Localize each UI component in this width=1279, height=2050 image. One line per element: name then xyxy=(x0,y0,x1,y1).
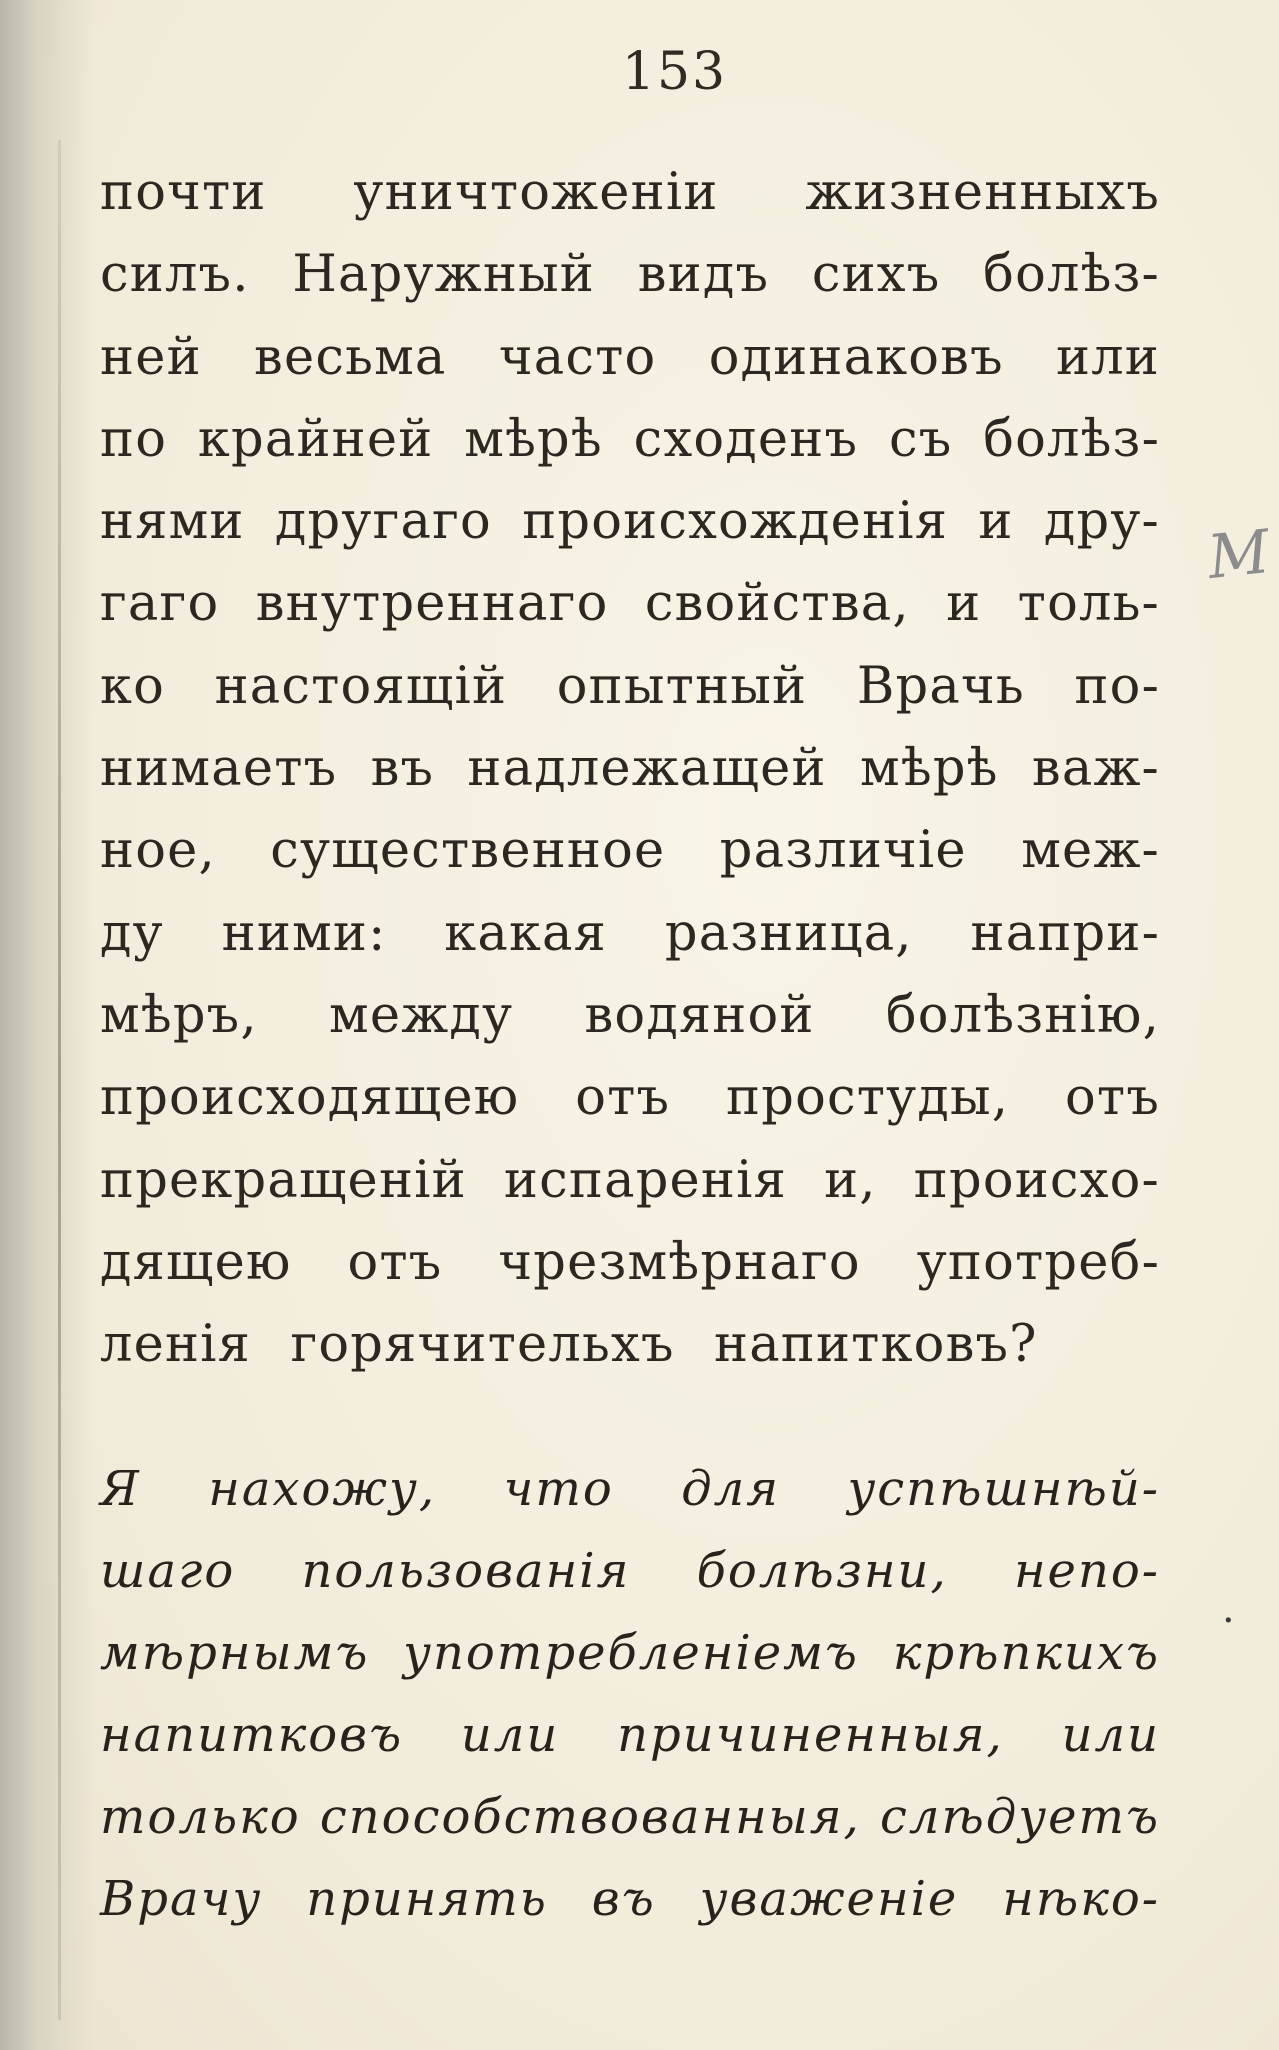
text-line: дящею отъ чрезмѣрнаго употреб- xyxy=(100,1232,1160,1292)
text-line: происходящею отъ простуды, отъ xyxy=(100,1068,1160,1128)
text-line: ней весьма часто одинаковъ или xyxy=(100,327,1160,387)
text-line: нимаетъ въ надлежащей мѣрѣ важ- xyxy=(100,739,1160,799)
text-line: нями другаго происхожденія и дру- xyxy=(100,492,1160,552)
gutter-shadow xyxy=(0,0,95,2050)
paragraph-italic xyxy=(100,1448,1160,1940)
text-line: по крайней мѣрѣ сходенъ съ болѣз- xyxy=(100,409,1160,469)
text-line: мѣръ, между водяной болѣзнію, xyxy=(100,985,1160,1045)
text-line: ное, существенное различіе меж- xyxy=(100,821,1160,881)
text-line: Я нахожу, что для успѣшнѣй- xyxy=(100,1461,1160,1517)
text-line: силъ. Наружный видъ сихъ болѣз- xyxy=(100,245,1160,305)
text-line: гаго внутреннаго свойства, и толь- xyxy=(100,574,1160,634)
text-line: только способствованныя, слѣдуетъ xyxy=(100,1789,1160,1845)
text-line: ду ними: какая разница, напри- xyxy=(100,903,1160,963)
gutter-fold xyxy=(58,140,61,2020)
margin-dot: · xyxy=(1222,1598,1235,1644)
text-line: ленія горячительхъ напитковъ? xyxy=(100,1315,1038,1375)
page-number: 153 xyxy=(621,42,728,102)
pencil-margin-note: М xyxy=(1204,516,1273,594)
text-line: ко настоящій опытный Врачь по- xyxy=(100,656,1160,716)
text-line: прекращеній испаренія и, происхо- xyxy=(100,1150,1160,1210)
paragraph-upright xyxy=(100,152,1160,1386)
text-line: напитковъ или причиненныя, или xyxy=(100,1707,1160,1763)
text-line: почти уничтоженіи жизненныхъ xyxy=(100,163,1160,222)
text-line: шаго пользованія болѣзни, непо- xyxy=(100,1543,1160,1599)
text-line: Врачу принять въ уваженіе нѣко- xyxy=(100,1871,1160,1927)
text-line: мѣрнымъ употребленіемъ крѣпкихъ xyxy=(100,1625,1160,1681)
